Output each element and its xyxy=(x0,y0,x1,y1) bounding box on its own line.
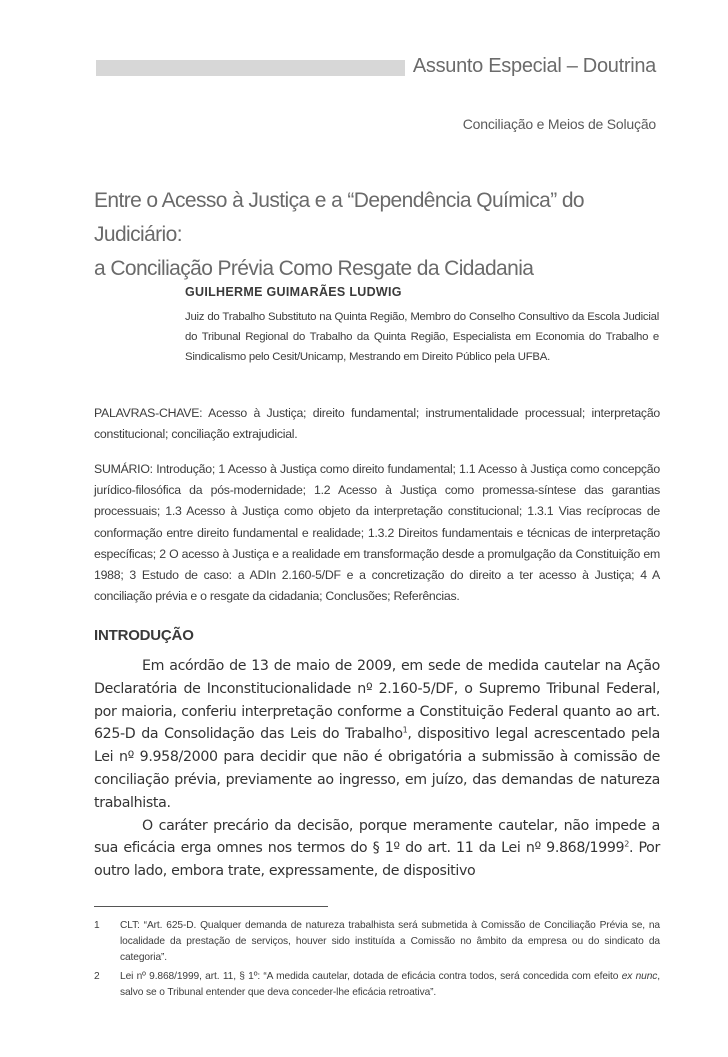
body-paragraph-2-tail: . Por outro lado, embora trate, expressamente, de dispositivo xyxy=(94,840,660,880)
article-title xyxy=(94,184,664,286)
body-paragraph-1-tail: , dispositivo legal acrescentado pela Lei nº 9.958/2000 para decidir que não é obrigatória a submissão à comissão de conciliação prévia, previamente ao ingresso, em juízo, das demandas de natureza trabalhista. xyxy=(94,726,660,811)
footnote-ref-1[interactable]: 1 xyxy=(402,725,408,735)
intro-heading: INTRODUÇÃO xyxy=(94,627,194,644)
author-block xyxy=(185,285,659,367)
footnote-text-start: Lei nº 9.868/1999, art. 11, § 1º: “A medida cautelar, dotada de eficácia contra todos, será concedida com efeito xyxy=(120,971,622,983)
footnote-ref-2[interactable]: 2 xyxy=(624,839,629,849)
footnote-text: CLT: “Art. 625-D. Qualquer demanda de natureza trabalhista será submetida à Comissão de Conciliação Prévia se, na localidade da prestação de serviços, houver sido instituída a Comissão no âmbito da empresa ou do sindicato da categoria”. xyxy=(120,920,660,963)
author-name: GUILHERME GUIMARÃES LUDWIG xyxy=(185,285,402,299)
footnote-text-end: , salvo se o Tribunal entender que deva conceder-lhe eficácia retroativa”. xyxy=(120,971,660,999)
footnote-number: 2 xyxy=(94,971,100,983)
body-paragraph xyxy=(94,815,660,883)
footnote-number: 1 xyxy=(94,920,100,931)
footnote-latin-term: ex nunc xyxy=(621,971,658,983)
footnote-divider xyxy=(94,906,328,907)
footnotes xyxy=(94,918,660,1005)
author-bio: Juiz do Trabalho Substituto na Quinta Região, Membro do Conselho Consultivo da Escola Judicial do Tribunal Regional do Trabalho da Quinta Região, Especialista em Economia do Trabalho e Sindicalismo pelo Cesit/Unicamp, Mestrando em Direito Público pela UFBA. xyxy=(185,311,659,363)
footnote xyxy=(94,969,660,1001)
footnote xyxy=(94,918,660,965)
section-label: Assunto Especial – Doutrina xyxy=(405,54,656,78)
footnote-text xyxy=(120,969,660,1001)
article-title-line-1: Entre o Acesso à Justiça e a “Dependência Química” do Judiciário: xyxy=(94,189,584,246)
summary: SUMÁRIO: Introdução; 1 Acesso à Justiça como direito fundamental; 1.1 Acesso à Justiça como concepção jurídico-filosófica da pós-modernidade; 1.2 Acesso à Justiça como promessa-síntese das garantias processuais; 1.3 Acesso à Justiça como objeto da interpretação constitucional; 1.3.1 Vias recíprocas de conformação entre direito fundamental e realidade; 1.3.2 Direitos fundamentais e técnicas de interpretação específicas; 2 O acesso à Justiça e a realidade em transformação desde a promulgação da Constituição em 1988; 3 Estudo de caso: a ADIn 2.160-5/DF e a concretização do direito a ter acesso à Justiça; 4 A conciliação prévia e o resgate da cidadania; Conclusões; Referências. xyxy=(94,462,660,604)
body-paragraph xyxy=(94,655,660,815)
subsection-label: Conciliação e Meios de Solução xyxy=(462,116,656,132)
body-paragraph-2-text: O caráter precário da decisão, porque meramente cautelar, não impede a sua eficácia erga omnes nos termos do § 1º do art. 11 da Lei nº 9.868/1999 xyxy=(94,817,660,857)
keywords: PALAVRAS-CHAVE: Acesso à Justiça; direito fundamental; instrumentalidade processual; interpretação constitucional; conciliação extrajudicial. xyxy=(94,406,660,442)
body-text xyxy=(94,655,660,883)
article-title-line-2: a Conciliação Prévia Como Resgate da Cidadania xyxy=(94,257,534,280)
body-paragraph-1-text: Em acórdão de 13 de maio de 2009, em sede de medida cautelar na Ação Declaratória de Inconstitucionalidade nº 2.160-5/DF, o Supremo Tribunal Federal, por maioria, conferiu interpretação conforme a Constituição Federal quanto ao art. 625-D da Consolidação das Leis do Trabalho xyxy=(94,658,660,743)
